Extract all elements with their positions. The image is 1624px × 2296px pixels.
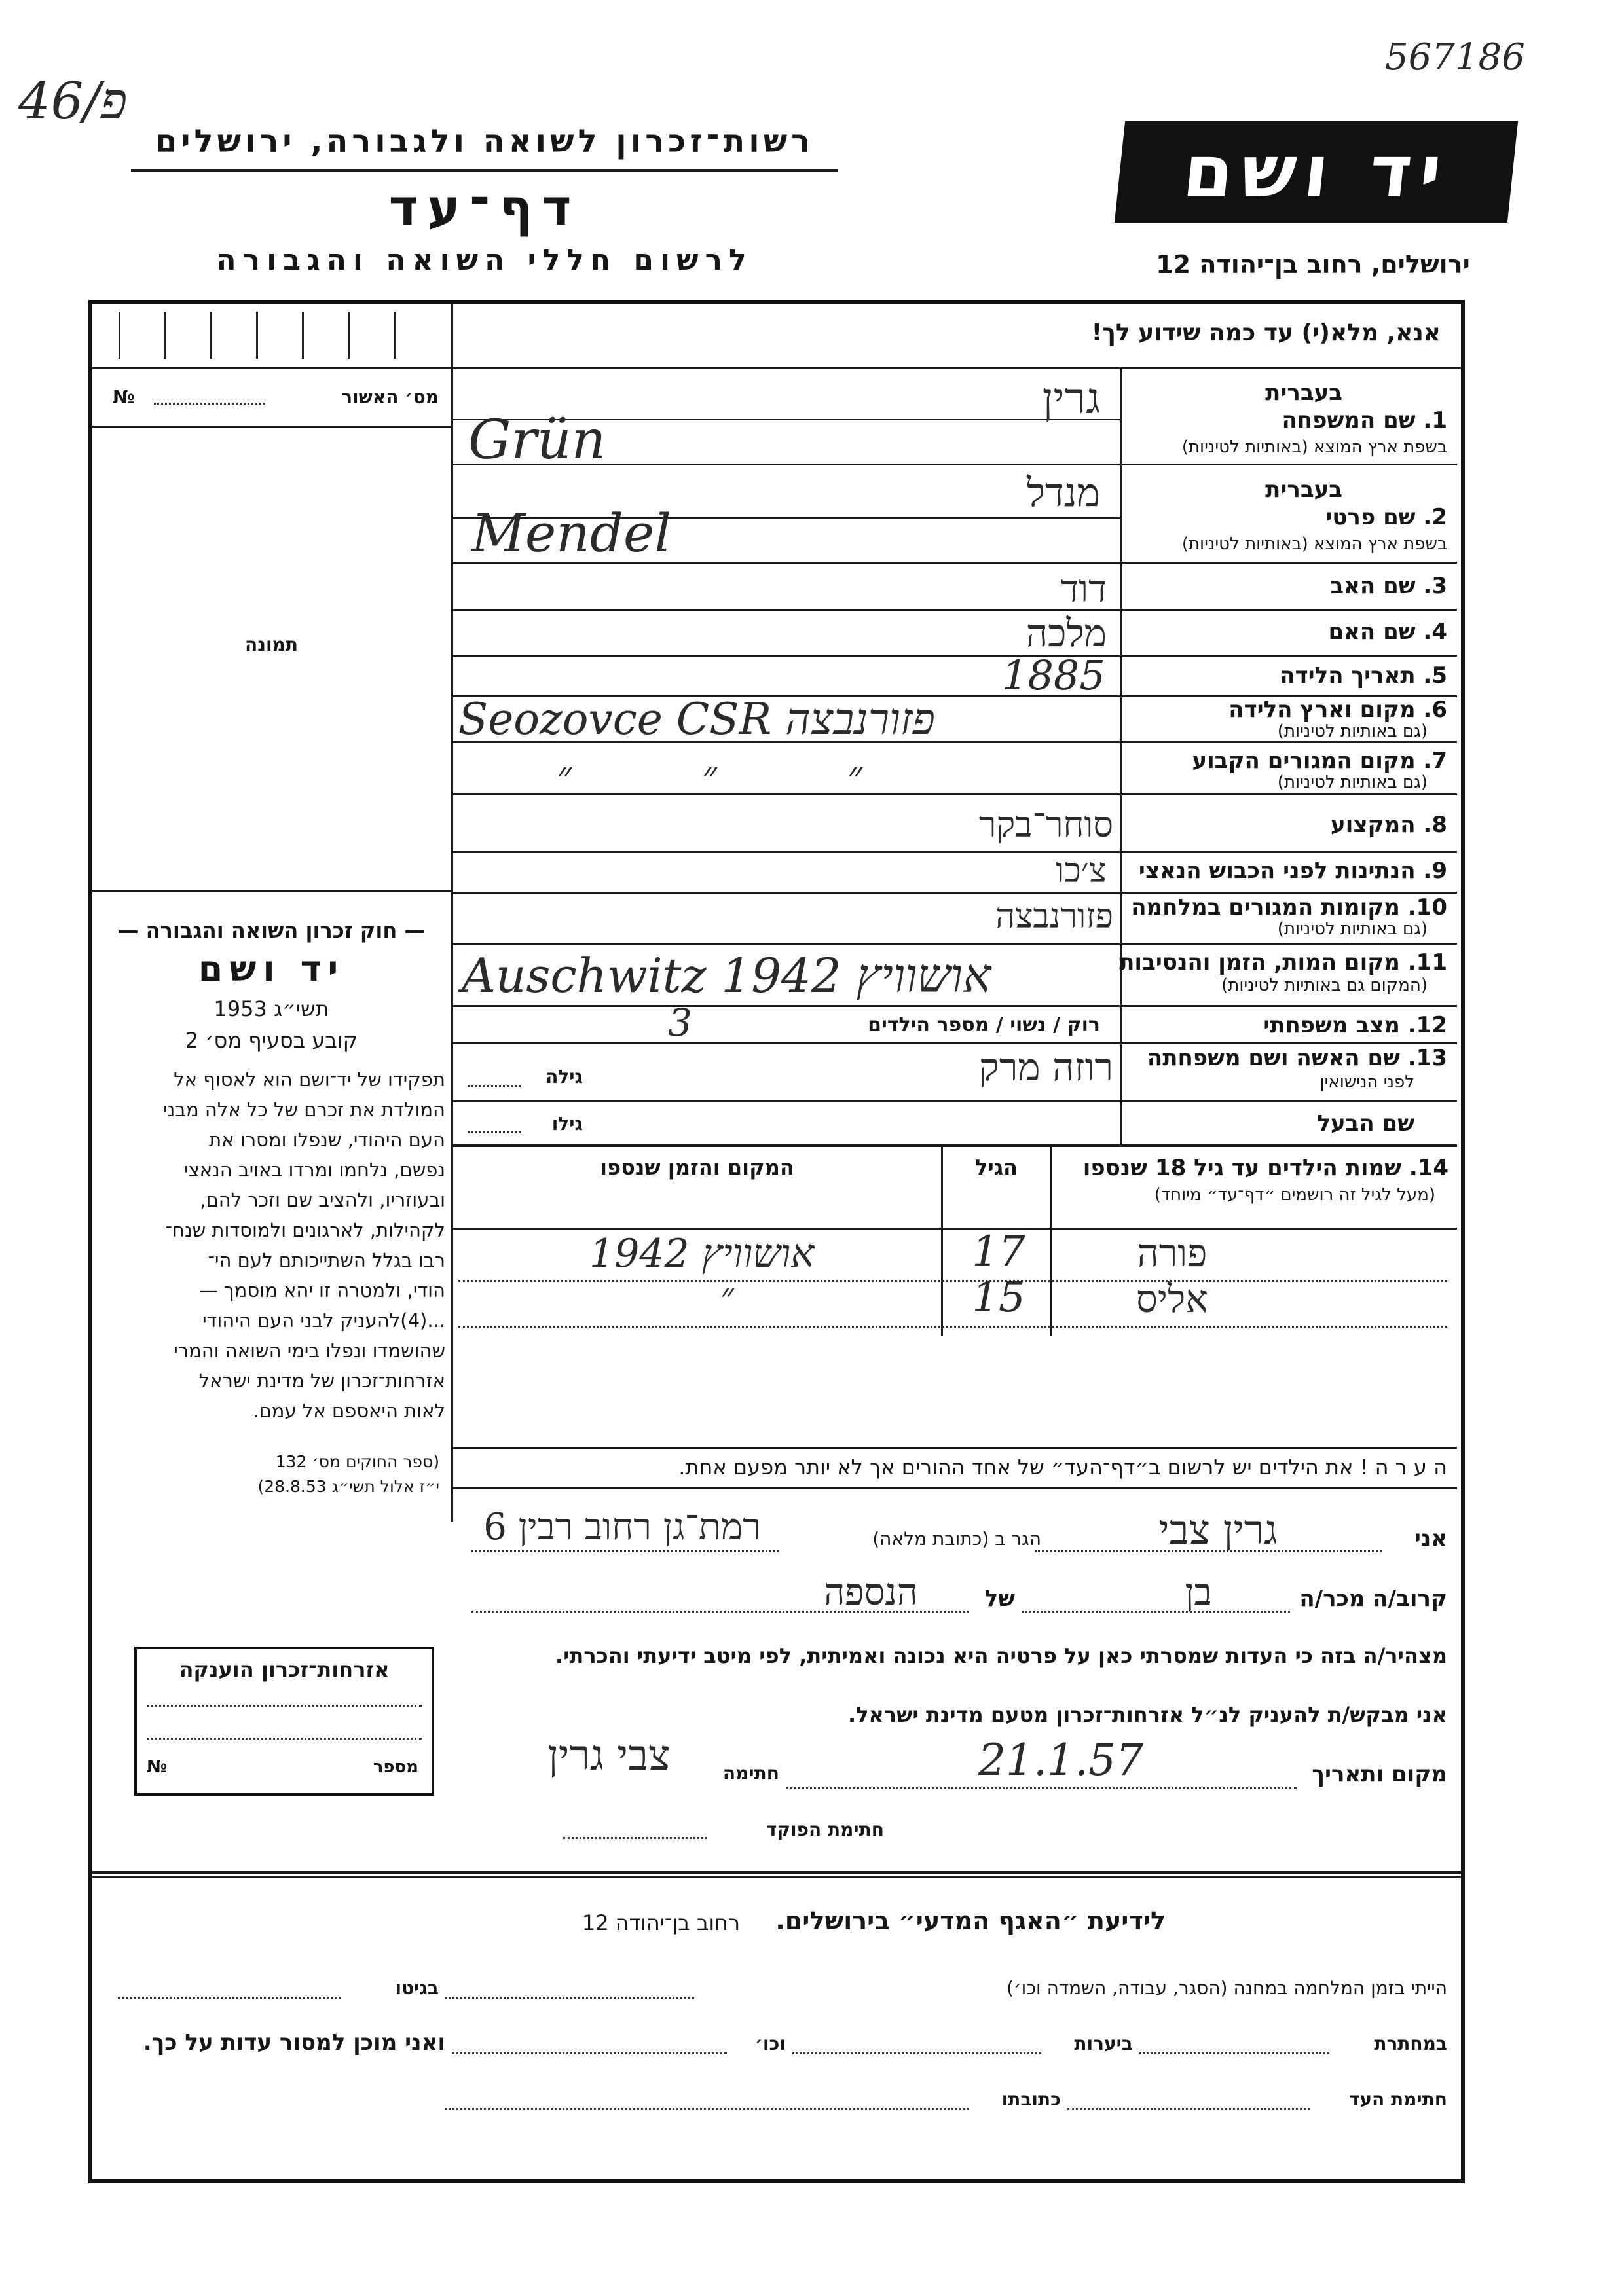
row-line [453, 892, 1457, 894]
child-2-name[interactable]: אליס [1135, 1277, 1209, 1321]
field-12-label: 12. מצב משפחתי [1263, 1012, 1447, 1038]
of-label: של [984, 1586, 1015, 1612]
child-row-line [458, 1280, 1447, 1282]
footer-forests-field[interactable] [792, 2052, 1041, 2054]
footer-camp-text: הייתי בזמן המלחמה במחנה (הסגר, עבודה, השמדה וכו׳) [1006, 1977, 1447, 1999]
field-9-label: 9. הנתינות לפני הכבוש הנאצי [1138, 858, 1447, 884]
field-2-sub: בשפת ארץ המוצא (באותיות לטיניות) [1181, 534, 1447, 554]
children-label: 14. שמות הילדים עד גיל 18 שנספו [1082, 1155, 1449, 1181]
place-date-field [786, 1787, 1297, 1789]
archive-number: 567186 [1385, 36, 1525, 79]
header-underline [131, 169, 838, 172]
signature-value[interactable]: צבי גרין [547, 1732, 671, 1780]
declaration-statement: מצהיר/ה בזה כי העדות שמסרתי כאן על פרטיה היא נכונה ואמיתית, לפי מיטב ידיעתי והכרתי. [555, 1643, 1447, 1668]
authority-name: רשות־זכרון לשואה ולגבורה, ירושלים [155, 123, 815, 160]
child-1-name[interactable]: פורה [1137, 1231, 1208, 1275]
yad-vashem-logo [1115, 121, 1518, 223]
citizenship-value[interactable]: צ׳כו [1056, 851, 1107, 890]
residence-value[interactable]: ״ ״ ״ [557, 753, 862, 799]
citizenship-no-mark: № [147, 1757, 168, 1777]
row-line [453, 1042, 1457, 1044]
footer-etc-field[interactable] [452, 2052, 727, 2054]
law-line: הודי, ולמטרה זו יהא מוסמך — [198, 1279, 445, 1302]
husband-age-field[interactable] [468, 1131, 521, 1133]
mother-name-value[interactable]: מלכה [1025, 611, 1107, 655]
of-field [471, 1611, 969, 1613]
field-6-sub: (גם באותיות לטיניות) [1277, 721, 1428, 741]
child-1-age[interactable]: 17 [972, 1228, 1025, 1276]
place-date-label: מקום ותאריך [1312, 1761, 1447, 1787]
footer-testimony-text: ואני מוכן למסור עדות על כך. [143, 2030, 445, 2056]
child-row-line [458, 1326, 1447, 1328]
law-title: — חוק זכרון השואה והגבורה — [117, 918, 426, 943]
officer-signature-label: חתימת הפוקד [766, 1819, 884, 1840]
logo-text: יד ושם [1179, 130, 1454, 213]
address-value[interactable]: רמת־גן רחוב רבין 6 [483, 1506, 761, 1548]
law-line: לקהילות, לארגונים ולמוסדות שנח־ [165, 1219, 445, 1241]
field-13-sub: לפני הנישואין [1320, 1072, 1414, 1092]
death-place-value[interactable]: Auschwitz 1942 אושוויץ [462, 948, 991, 1003]
field-4-label: 4. שם האם [1328, 619, 1447, 645]
first-name-hebrew[interactable]: מנדל [1026, 470, 1100, 516]
field-2-label: 2. שם פרטי [1325, 504, 1447, 530]
field-6-label: 6. מקום וארץ הלידה [1228, 697, 1447, 723]
law-reference-2: י״ז אלול תשי״ג 28.8.53) [257, 1477, 439, 1496]
wife-age-field[interactable] [468, 1085, 521, 1087]
field-1-sub: בשפת ארץ המוצא (באותיות לטיניות) [1181, 437, 1447, 457]
row-line [453, 1005, 1457, 1007]
note-bottom-line [453, 1487, 1457, 1489]
footer-witness-signature-label: חתימת העד [1348, 2088, 1447, 2110]
wife-name-value[interactable]: רוזה מרק [978, 1045, 1113, 1089]
children-place-header: המקום והזמן שנספו [600, 1155, 794, 1180]
field-13-label: 13. שם האשה ושם משפחתה [1147, 1045, 1447, 1071]
footer-underground-field[interactable] [1139, 2052, 1329, 2054]
field-1-label: 1. שם המשפחה [1282, 407, 1447, 433]
citizenship-number-label: מספר [373, 1757, 418, 1777]
field-8-label: 8. המקצוע [1331, 812, 1447, 838]
field-11-sub: (המקום גם באותיות לטיניות) [1221, 975, 1428, 995]
law-year: תשי״ג 1953 [213, 996, 329, 1021]
law-line: תפקידו של יד־ושם הוא לאסוף אל [174, 1068, 445, 1091]
law-line: ובעוזריו, ולהציב שם וזכר להם, [200, 1189, 445, 1211]
declarant-field [1035, 1550, 1382, 1552]
place-date-value[interactable]: 21.1.57 [978, 1735, 1143, 1785]
child-2-age[interactable]: 15 [972, 1273, 1025, 1322]
field-2-hebrew-tag: בעברית [1265, 477, 1342, 503]
law-line: אזרחות־זכרון של מדינת ישראל [198, 1370, 445, 1392]
relative-label: קרוב/ה מכר/ה [1299, 1586, 1447, 1612]
address-field [471, 1550, 779, 1552]
footer-underground-label: במחתרת [1374, 2033, 1447, 2054]
law-line: ...(4)להעניק לבני העם היהודי [202, 1309, 445, 1332]
law-line: המולדת את זכרם של כל אלה מבני [163, 1099, 445, 1121]
children-age-header: הגיל [974, 1155, 1018, 1180]
field-7-sub: (גם באותיות לטיניות) [1277, 773, 1428, 792]
row-line [453, 1100, 1457, 1102]
law-name: יד ושם [198, 948, 345, 989]
approval-underline [92, 426, 451, 428]
form-subtitle: לרשום חללי השואה והגבורה [216, 244, 753, 277]
photo-label: תמונה [245, 634, 298, 655]
footer-camp-field[interactable] [445, 1997, 694, 1999]
photo-bottom-line [92, 890, 451, 892]
field-3-label: 3. שם האב [1330, 573, 1447, 599]
wife-age-label: גילה [545, 1066, 583, 1087]
citizenship-box [134, 1647, 434, 1796]
approval-field[interactable] [154, 403, 265, 405]
approval-no-mark: № [113, 386, 135, 408]
footer-witness-signature-field[interactable] [1067, 2108, 1310, 2110]
law-line: לאות היאספם אל עמם. [253, 1400, 445, 1422]
top-row-divider [92, 367, 1461, 369]
footer-ghetto-field[interactable] [118, 1997, 341, 1999]
row-line [453, 1144, 1457, 1147]
field-5-label: 5. תאריך הלידה [1280, 663, 1447, 689]
relation-field [1022, 1611, 1290, 1613]
archive-mark-left: פ/46 [18, 72, 128, 131]
officer-signature-field[interactable] [563, 1837, 707, 1839]
declarant-name[interactable]: גרין צבי [1158, 1506, 1278, 1554]
surname-latin[interactable]: Grün [468, 409, 606, 471]
law-reference-1: (ספר החוקים מס׳ 132 [275, 1452, 439, 1471]
footer-divider [92, 1871, 1461, 1874]
field-7-label: 7. מקום המגורים הקבוע [1192, 748, 1447, 774]
children-note: ה ע ר ה ! את הילדים יש לרשום ב״דף־העד״ של אחד ההורים אך לא יותר מפעם אחת. [678, 1455, 1447, 1480]
wartime-residence-value[interactable]: פזורנבצה [995, 897, 1113, 936]
law-line: נפשם, נלחמו ומרדו באויב הנאצי [184, 1159, 445, 1181]
approval-label: מס׳ האשור [341, 386, 439, 408]
children-col-divider [1050, 1146, 1052, 1336]
note-top-line [453, 1447, 1457, 1449]
footer-divider-2 [92, 1876, 1461, 1878]
field-11-label: 11. מקום המות, הזמן והנסיבות [1119, 949, 1447, 975]
code-boxes [92, 304, 451, 367]
first-name-latin[interactable]: Mendel [471, 503, 671, 564]
sidebar-divider [451, 304, 453, 1522]
law-line: שהושמדו ונפלו בימי השואה והמרי [174, 1339, 445, 1362]
children-sub: (מעל לגיל זה רושמים ״דף־עד״ מיוחד) [1154, 1185, 1435, 1205]
father-name-value[interactable]: דוד [1060, 566, 1107, 611]
row-line [453, 943, 1457, 945]
address-label: הגר ב (כתובת מלאה) [872, 1528, 1041, 1550]
children-header-line [453, 1228, 1457, 1230]
law-line: רבו בגלל השתייכותם לעם הי־ [208, 1249, 445, 1271]
field-1-hebrew-tag: בעברית [1265, 380, 1342, 406]
footer-address-field[interactable] [445, 2108, 969, 2110]
law-line: העם היהודי, שנפלו ומסרו את [209, 1129, 445, 1151]
occupation-value[interactable]: סוחר־בקר [978, 804, 1113, 845]
footer-forests-label: ביערות [1074, 2033, 1133, 2054]
children-count-value[interactable]: 3 [668, 1000, 692, 1045]
husband-age-label: גילו [551, 1113, 583, 1135]
label-column-divider [1120, 369, 1122, 1144]
marital-options: רוק / נשוי / מספר הילדים [868, 1013, 1100, 1036]
surname-hebrew[interactable]: גרין [1042, 373, 1100, 424]
of-value[interactable]: הנספה [824, 1571, 918, 1614]
footer-heading: לידיעת ״האגף המדעי״ בירושלים. [775, 1906, 1166, 1935]
signature-label: חתימה [722, 1762, 779, 1784]
field-10-label: 10. מקומות המגורים במלחמה [1131, 894, 1447, 920]
footer-etc-label: וכו׳ [754, 2033, 786, 2054]
intro-text: אנא, מלא(י) עד כמה שידוע לך! [1091, 319, 1441, 346]
declarant-label: אני [1414, 1525, 1447, 1552]
birth-place-value[interactable]: Seozovce CSR פזורנבצה [458, 694, 936, 744]
footer-address-label: כתובתו [1001, 2088, 1061, 2110]
law-section: קובע בסעיף מס׳ 2 [185, 1028, 358, 1053]
header-address: ירושלים, רחוב בן־יהודה 12 [1156, 250, 1470, 279]
relation-value[interactable]: בן [1185, 1571, 1212, 1614]
birth-date-value[interactable]: 1885 [1002, 651, 1105, 699]
footer-address: רחוב בן־יהודה 12 [581, 1910, 740, 1935]
form-title: דף־עד [388, 178, 581, 236]
citizenship-title: אזרחות־זכרון הוענקה [179, 1657, 390, 1682]
declaration-request: אני מבקש/ת להעניק לנ״ל אזרחות־זכרון מטעם מדינת ישראל. [848, 1702, 1447, 1727]
child-2-place[interactable]: ״ [720, 1275, 734, 1317]
field-10-sub: (גם באותיות לטיניות) [1277, 919, 1428, 939]
footer-ghetto-label: בגיטו [395, 1977, 439, 1999]
husband-label: שם הבעל [1317, 1110, 1414, 1137]
law-text [98, 1065, 445, 1426]
child-1-place[interactable]: 1942 אושוויץ [589, 1231, 815, 1277]
